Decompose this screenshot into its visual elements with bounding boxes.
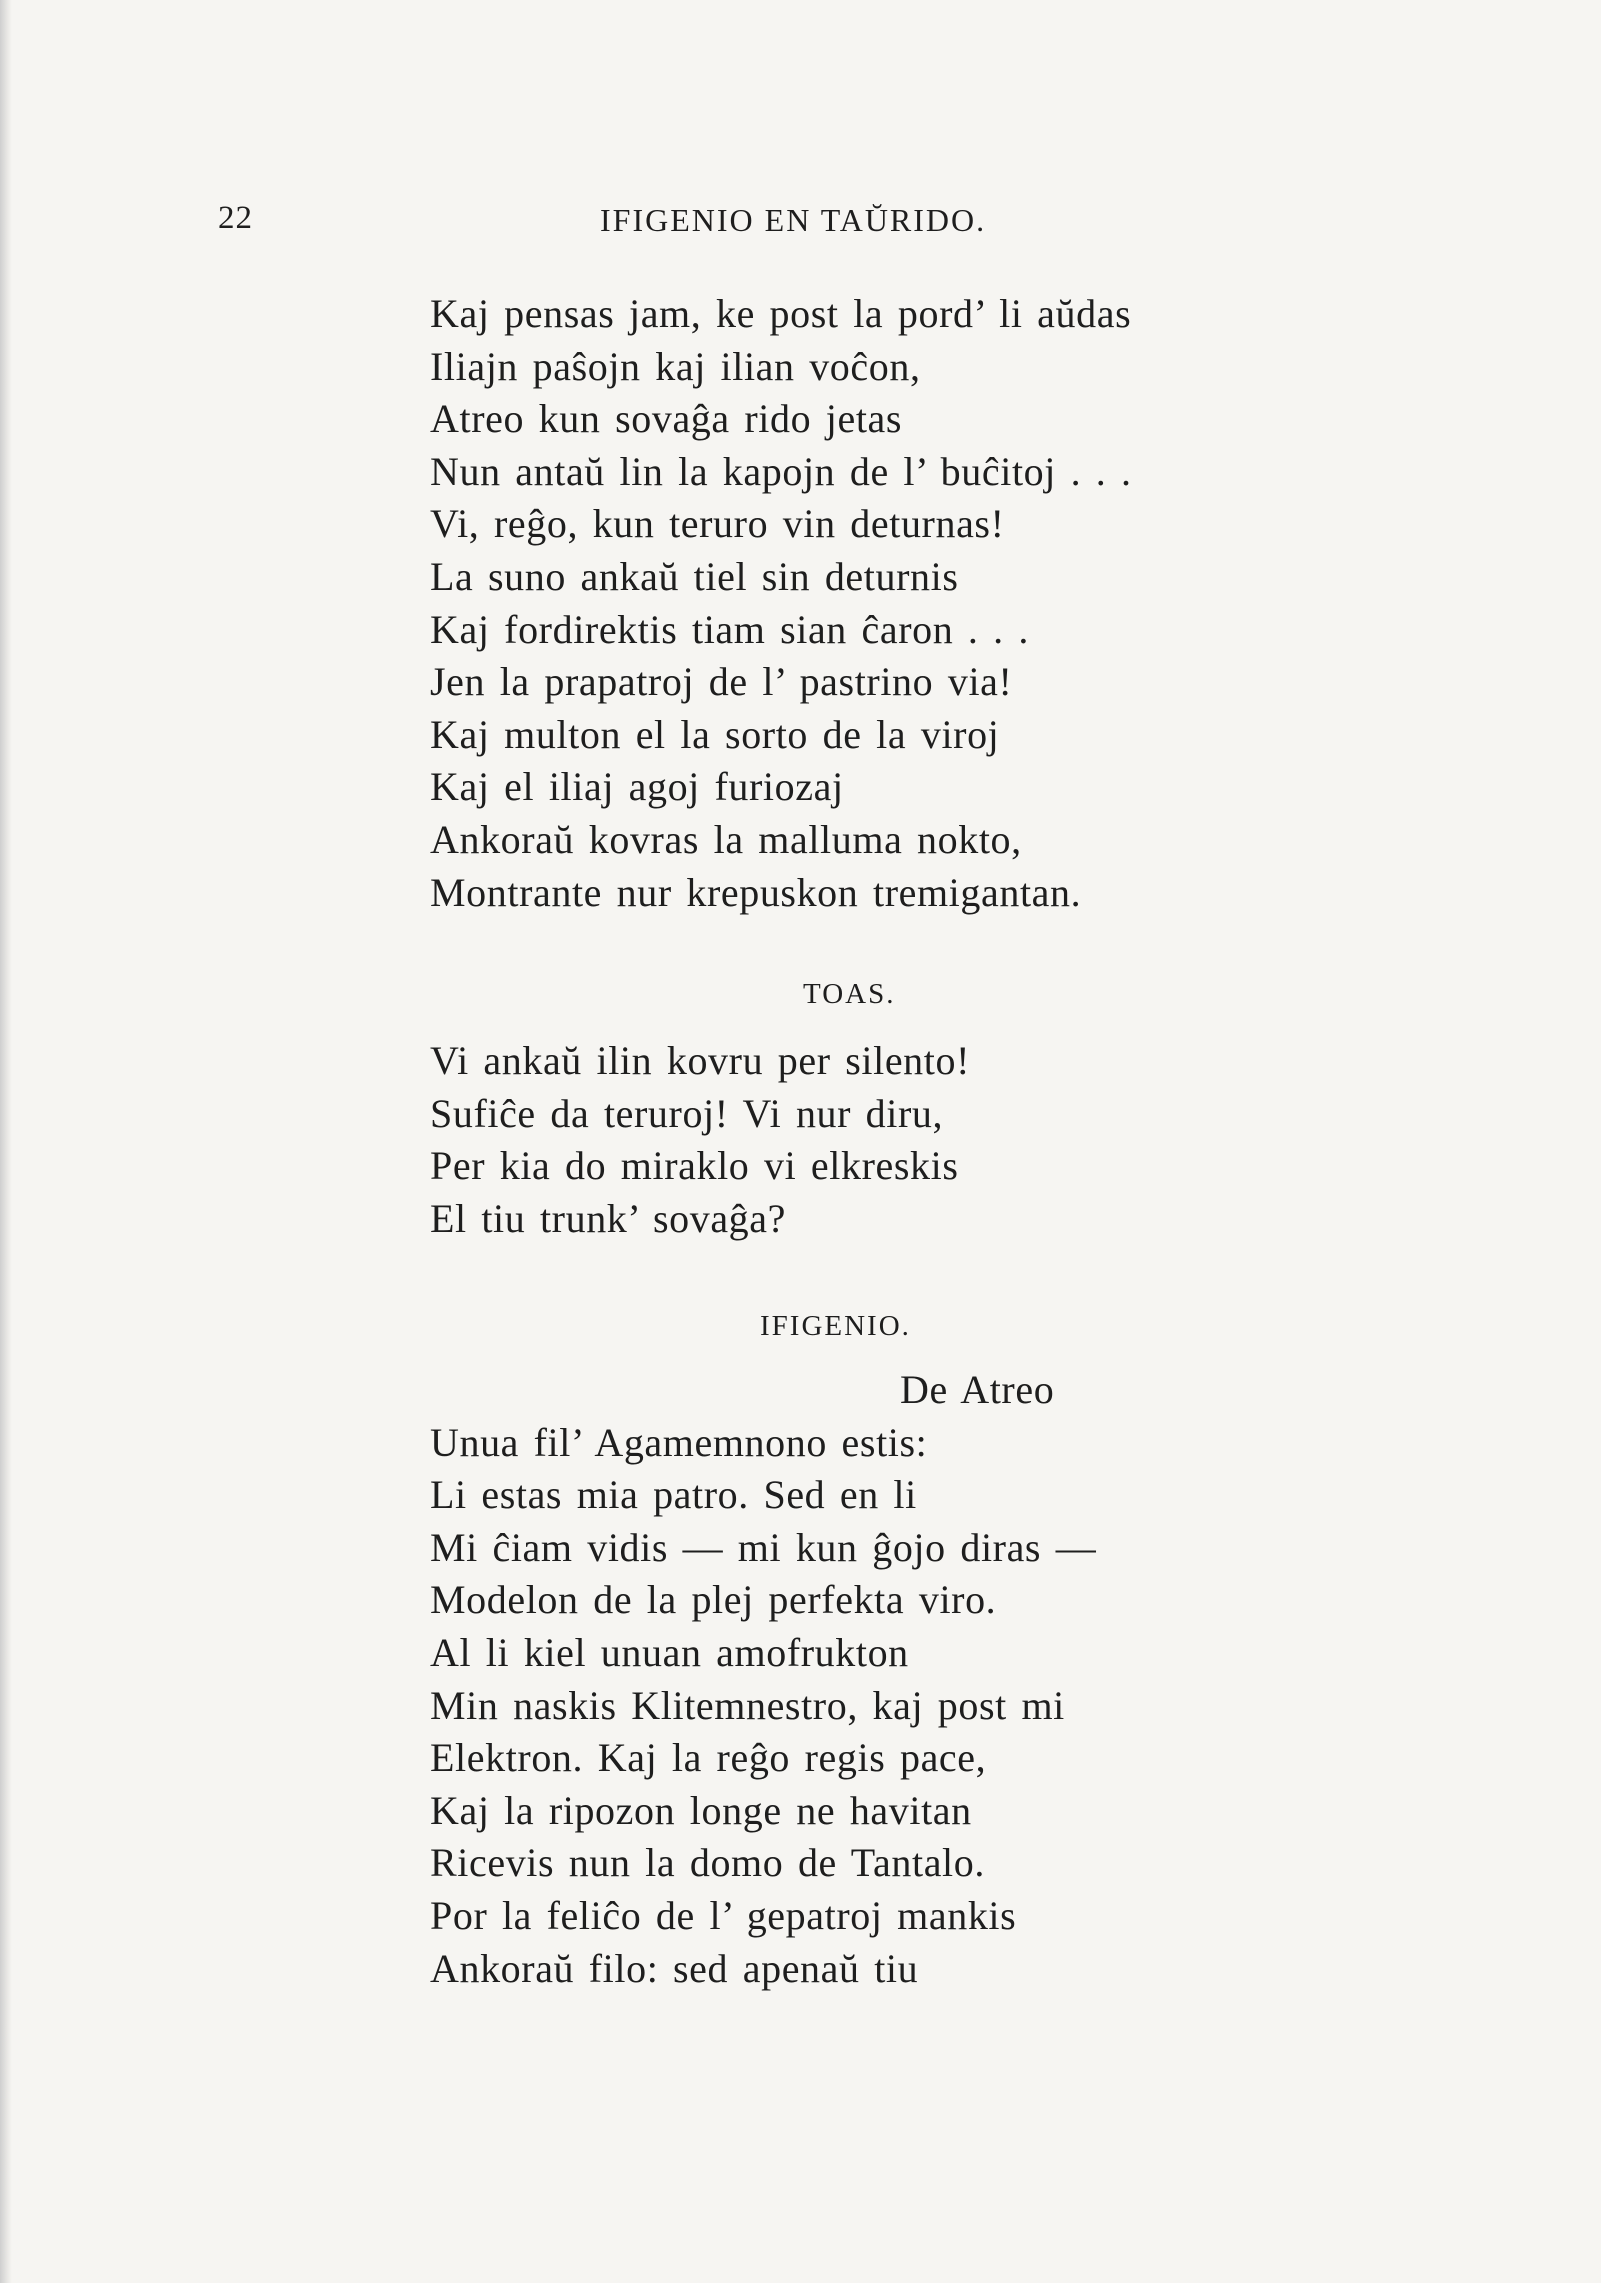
verse-line: Elektron. Kaj la reĝo regis pace, — [430, 1735, 987, 1781]
page-edge — [0, 0, 12, 2283]
verse-line: Al li kiel unuan amofrukton — [430, 1629, 909, 1675]
verse-line: Modelon de la plej perfekta viro. — [430, 1577, 997, 1623]
verse-block-1 — [430, 288, 1132, 919]
verse-line: Kaj pensas jam, ke post la pord’ li aŭdas — [430, 291, 1132, 336]
verse-line: Li estas mia patro. Sed en li — [430, 1472, 917, 1518]
verse-line: Unua fil’ Agamemnono estis: — [430, 1419, 928, 1465]
verse-line: Ricevis nun la domo de Tantalo. — [430, 1840, 985, 1886]
page-number: 22 — [218, 200, 253, 236]
verse-block-3 — [430, 1364, 1096, 1995]
speaker-heading-ifigenio: IFIGENIO. — [760, 1310, 911, 1342]
verse-line: Ankoraŭ kovras la malluma nokto, — [430, 816, 1022, 862]
verse-line: Kaj el iliaj agoj furiozaj — [430, 764, 844, 810]
verse-line: Mi ĉiam vidis — mi kun ĝojo diras — — [430, 1524, 1097, 1570]
verse-line: Kaj la ripozon longe ne havitan — [430, 1787, 972, 1833]
verse-line: Iliajn paŝojn kaj ilian voĉon, — [430, 343, 921, 389]
speaker-heading-toas: TOAS. — [803, 978, 896, 1010]
verse-line: Kaj multon el la sorto de la viroj — [430, 711, 1000, 757]
verse-line: Sufiĉe da teruroj! Vi nur diru, — [430, 1090, 944, 1136]
verse-line: Ankoraŭ filo: sed apenaŭ tiu — [430, 1945, 919, 1991]
running-title: IFIGENIO EN TAŬRIDO. — [600, 202, 987, 238]
verse-line: Kaj fordirektis tiam sian ĉaron . . . — [430, 606, 1029, 652]
verse-line: Montrante nur krepuskon tremigantan. — [430, 869, 1082, 915]
verse-line: Por la feliĉo de l’ gepatroj mankis — [430, 1892, 1017, 1938]
verse-line: El tiu trunk’ sovaĝa? — [430, 1195, 786, 1241]
verse-line: Atreo kun sovaĝa rido jetas — [430, 396, 903, 442]
verse-line: Vi, reĝo, kun teruro vin deturnas! — [430, 501, 1005, 547]
verse-line: Nun antaŭ lin la kapojn de l’ buĉitoj . . . — [430, 448, 1132, 494]
verse-line: Per kia do miraklo vi elkreskis — [430, 1143, 959, 1189]
verse-line-continuation: De Atreo — [900, 1367, 1055, 1412]
verse-line: La suno ankaŭ tiel sin deturnis — [430, 553, 959, 599]
verse-block-2 — [430, 1035, 970, 1245]
verse-line: Vi ankaŭ ilin kovru per silento! — [430, 1038, 971, 1083]
verse-line: Jen la prapatroj de l’ pastrino via! — [430, 659, 1013, 705]
verse-line: Min naskis Klitemnestro, kaj post mi — [430, 1682, 1065, 1728]
